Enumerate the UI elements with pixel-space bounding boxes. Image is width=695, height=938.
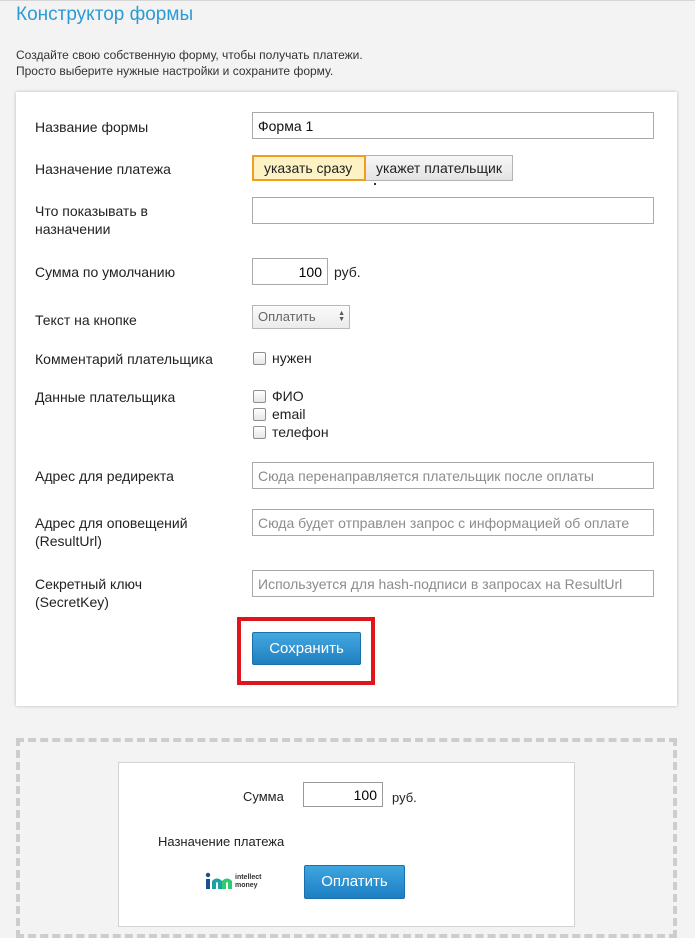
secret-key-label (35, 575, 142, 611)
result-url-input[interactable] (252, 509, 654, 536)
top-divider (0, 0, 695, 1)
redirect-url-input[interactable] (252, 462, 654, 489)
button-text-selected-value: Оплатить (258, 309, 316, 324)
preview-purpose-label: Назначение платежа (158, 834, 285, 849)
logo-word-money: money (235, 882, 258, 889)
intro-text (16, 47, 363, 79)
redirect-label: Адрес для редиректа (35, 468, 174, 484)
dot-marker (374, 183, 376, 185)
payer-data-phone-option (253, 424, 329, 440)
phone-option-label: телефон (272, 424, 329, 440)
pay-button[interactable]: Оплатить (304, 865, 405, 899)
payer-data-fio-option (253, 388, 304, 404)
save-button-highlight-frame (237, 617, 375, 685)
result-url-label (35, 514, 188, 550)
default-amount-label: Сумма по умолчанию (35, 264, 176, 280)
preview-amount-label: Сумма (243, 789, 284, 804)
preview-amount-unit: руб. (392, 790, 417, 805)
payer-data-label: Данные плательщика (35, 389, 176, 405)
logo-wordmark (235, 874, 261, 890)
purpose-specify-now-button[interactable]: указать сразу (252, 155, 366, 181)
form-name-label: Название формы (35, 119, 149, 135)
page-title: Конструктор формы (16, 4, 194, 25)
payment-purpose-label: Назначение платежа (35, 161, 171, 177)
preview-amount-input[interactable] (303, 782, 383, 807)
secret-key-input[interactable] (252, 570, 654, 597)
payer-comment-option-label: нужен (272, 350, 312, 366)
payer-data-email-option (253, 406, 305, 422)
email-option-label: email (272, 406, 306, 422)
show-in-purpose-label-line1: Что показывать в (35, 203, 148, 219)
secret-key-label-line2: (SecretKey) (35, 594, 109, 610)
fio-option-label: ФИО (272, 388, 304, 404)
payer-comment-label: Комментарий плательщика (35, 351, 213, 367)
email-checkbox[interactable] (253, 408, 266, 421)
default-amount-unit: руб. (334, 264, 361, 280)
form-name-input[interactable] (252, 112, 654, 139)
show-in-purpose-label (35, 202, 148, 238)
payer-comment-option (253, 350, 312, 366)
result-url-label-line2: (ResultUrl) (35, 533, 102, 549)
intro-line-1: Создайте свою собственную форму, чтобы получать платежи. (16, 48, 363, 62)
purpose-payer-specifies-button[interactable]: укажет плательщик (366, 155, 513, 181)
fio-checkbox[interactable] (253, 390, 266, 403)
payer-comment-checkbox[interactable] (253, 352, 266, 365)
phone-checkbox[interactable] (253, 426, 266, 439)
intellect-money-logo (205, 871, 285, 893)
button-text-label: Текст на кнопке (35, 312, 137, 328)
select-arrows-icon: ▲ ▼ (338, 310, 345, 323)
secret-key-label-line1: Секретный ключ (35, 576, 142, 592)
logo-word-intellect: intellect (235, 874, 262, 881)
form-preview-area (16, 738, 677, 938)
show-in-purpose-input[interactable] (252, 197, 654, 224)
show-in-purpose-label-line2: назначении (35, 221, 111, 237)
form-preview-card (118, 762, 575, 927)
result-url-label-line1: Адрес для оповещений (35, 515, 188, 531)
payment-purpose-toggle (252, 155, 513, 181)
intellect-money-logo-icon (205, 871, 235, 893)
default-amount-input[interactable] (252, 258, 328, 285)
save-button[interactable]: Сохранить (252, 632, 361, 665)
button-text-select[interactable] (252, 305, 350, 329)
intro-line-2: Просто выберите нужные настройки и сохраните форму. (16, 64, 334, 78)
form-builder-card (16, 92, 677, 706)
